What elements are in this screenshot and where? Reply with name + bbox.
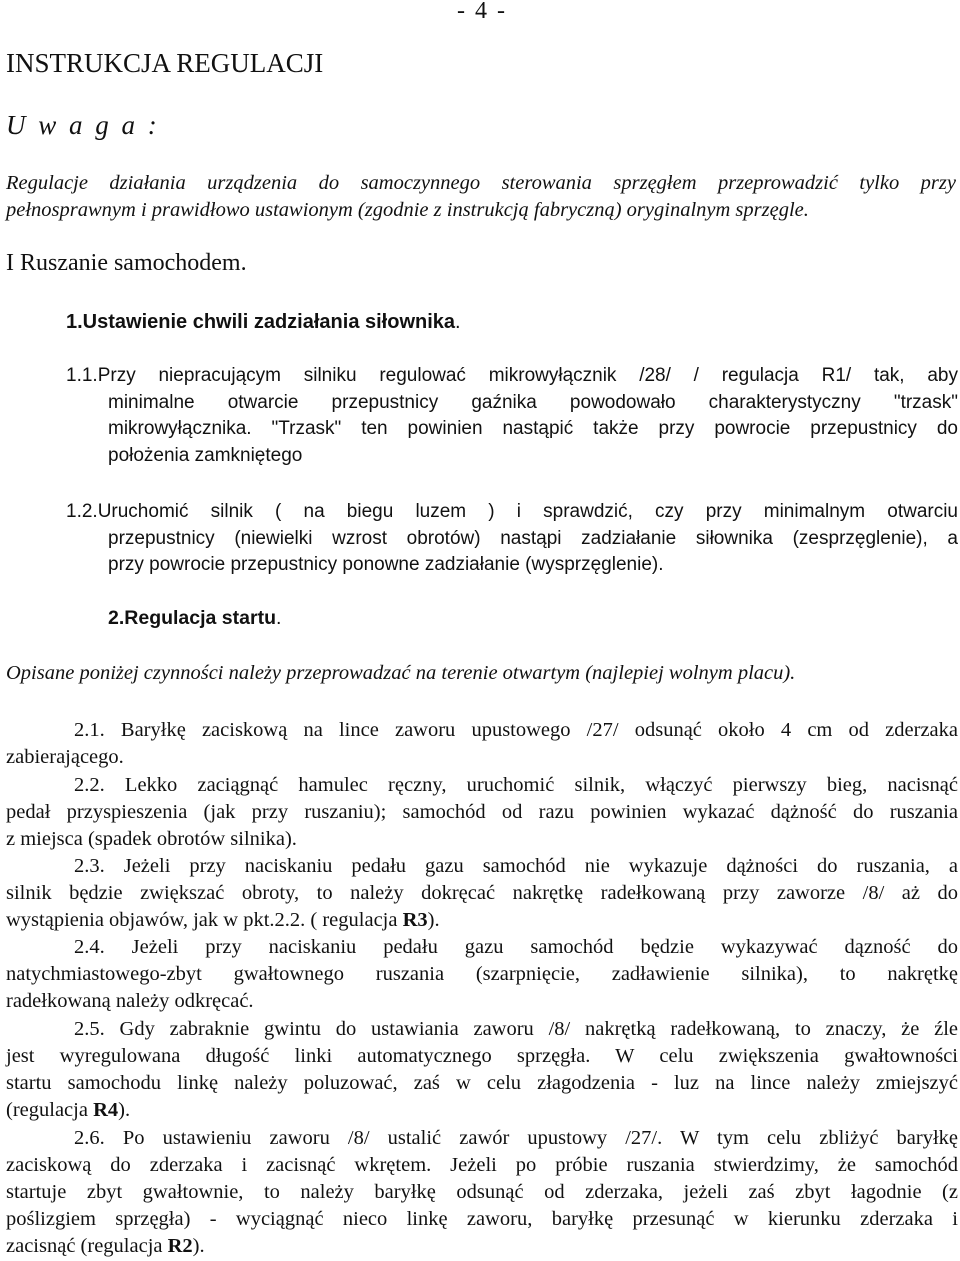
step-line: minimalne otwarcie przepustnicy gaźnika powodowało charakterystyczny "trzask" — [108, 391, 958, 413]
paragraph-2-1 — [6, 717, 958, 771]
subheading-start — [108, 607, 281, 630]
paragraph-text: (regulacja — [6, 1099, 94, 1121]
step-line: mikrowyłącznika. "Trzask" ten powinien nastąpić także przy powrocie przepustnicy do — [108, 418, 958, 439]
paragraph-2-4 — [6, 934, 958, 1015]
paragraph-line — [6, 907, 958, 934]
paragraph-line: natychmiastowego-zbyt gwałtownego ruszania (szarpnięcie, zadławienie silnika), to nakrętkę — [6, 963, 958, 985]
paragraph-text: zacisnąć (regulacja — [6, 1235, 168, 1257]
subheading-punct: . — [275, 607, 282, 629]
paragraph-line: 2.6. Po ustawieniu zaworu /8/ ustalić zawór upustowy /27/. W tym celu zbliżyć baryłkę — [74, 1127, 958, 1149]
subheading-text: 1.Ustawienie chwili zadziałania siłownika — [66, 311, 456, 333]
paragraph-text: wystąpienia objawów, jak w pkt.2.2. ( regulacja — [6, 909, 403, 931]
paragraph-2-5 — [6, 1016, 958, 1124]
paragraph-line: jest wyregulowana długość linki automatycznego sprzęgła. W celu zwiększenia gwałtowności — [6, 1045, 958, 1067]
paragraph-line: pedał przyspieszenia (jak przy ruszaniu); samochód od razu powinien wykazać dążność do ruszania — [6, 801, 958, 823]
step-1-1 — [66, 363, 958, 469]
paragraph-line: z miejsca (spadek obrotów silnika). — [6, 828, 297, 850]
paragraph-line — [6, 1097, 958, 1124]
note-label: U w a g a : — [6, 110, 160, 140]
paragraph-line — [6, 1233, 958, 1260]
step-line: 1.1.Przy niepracującym silniku regulować mikrowyłącznik /28/ / regulacja R1/ tak, aby — [66, 365, 958, 386]
paragraph-line: startu samochodu linkę należy poluzować, zaś w celu złagodzenia - luz na lince należy zmiejszyć — [6, 1072, 958, 1094]
paragraph-text: ). — [118, 1099, 131, 1121]
paragraph-line: poślizgiem sprzęgła) - wyciągnąć nieco linkę zaworu, baryłkę przesunąć w kierunku zderzaka i — [6, 1208, 958, 1230]
page-number: - 4 - — [457, 0, 507, 24]
section-heading: I Ruszanie samochodem. — [6, 250, 247, 276]
paragraph-line: 2.5. Gdy zabraknie gwintu do ustawiania zaworu /8/ nakrętką radełkowaną, to znaczy, że źle — [74, 1018, 958, 1040]
paragraph-line: 2.2. Lekko zaciągnąć hamulec ręczny, uruchomić silnik, włączyć pierwszy bieg, nacisnąć — [74, 774, 958, 796]
step-1-2 — [66, 499, 958, 579]
paragraph-line: 2.1. Baryłkę zaciskową na lince zaworu upustowego /27/ odsunąć około 4 cm od zderzaka — [74, 719, 958, 741]
paragraph-2-3 — [6, 853, 958, 934]
regulation-code: R4 — [93, 1099, 119, 1121]
paragraph-2-6 — [6, 1125, 958, 1260]
paragraph-text: ). — [427, 909, 440, 931]
paragraph-line: zaciskową do zderzaka i zacisnąć wkrętem. Jeżeli po próbie ruszania stwierdzimy, że samochód — [6, 1154, 958, 1176]
regulation-code: R2 — [167, 1235, 193, 1257]
paragraph-2-2 — [6, 772, 958, 853]
step-line: przy powrocie przepustnicy ponowne zadziałanie (wysprzęglenie). — [108, 554, 664, 575]
paragraph-line: startuje zbyt gwałtownie, to należy baryłkę odsunąć od zderzaka, jeżeli zaś zbyt łagodnie (z — [6, 1181, 958, 1203]
subheading-actuator — [66, 311, 461, 334]
paragraph-line: zabierającego. — [6, 746, 124, 768]
intro-paragraph — [6, 170, 956, 224]
paragraph-line: 2.4. Jeżeli przy naciskaniu pedału gazu samochód będzie wykazywać dązność do — [74, 936, 958, 958]
step-line: 1.2.Uruchomić silnik ( na biegu luzem ) i sprawdzić, czy przy minimalnym otwarciu — [66, 501, 958, 522]
subheading-punct: . — [455, 311, 461, 333]
paragraph-line: radełkowaną należy odkręcać. — [6, 990, 254, 1012]
document-title: INSTRUKCJA REGULACJI — [6, 48, 324, 78]
paragraph-line: 2.3. Jeżeli przy naciskaniu pedału gazu samochód nie wykazuje dążności do ruszania, a — [74, 855, 958, 877]
subheading-text: 2.Regulacja startu — [108, 607, 276, 629]
italic-note: Opisane poniżej czynności należy przeprowadzać na terenie otwartym (najlepiej wolnym placu). — [6, 662, 796, 684]
paragraph-text: ). — [192, 1235, 205, 1257]
regulation-code: R3 — [402, 909, 428, 931]
step-line: przepustnicy (niewielki wzrost obrotów) nastąpi zadziałanie siłownika (zesprzęglenie), a — [108, 527, 958, 549]
paragraph-line: silnik będzie zwiększać obroty, to należy dokręcać nakrętkę radełkowaną przy zaworze /8/ aż do — [6, 882, 958, 904]
intro-line: Regulacje działania urządzenia do samoczynnego sterowania sprzęgłem przeprowadzić tylko przy — [6, 172, 956, 194]
intro-line: pełnosprawnym i prawidłowo ustawionym (zgodnie z instrukcją fabryczną) oryginalnym sprzęgle. — [6, 199, 809, 221]
step-line: położenia zamkniętego — [108, 444, 303, 466]
